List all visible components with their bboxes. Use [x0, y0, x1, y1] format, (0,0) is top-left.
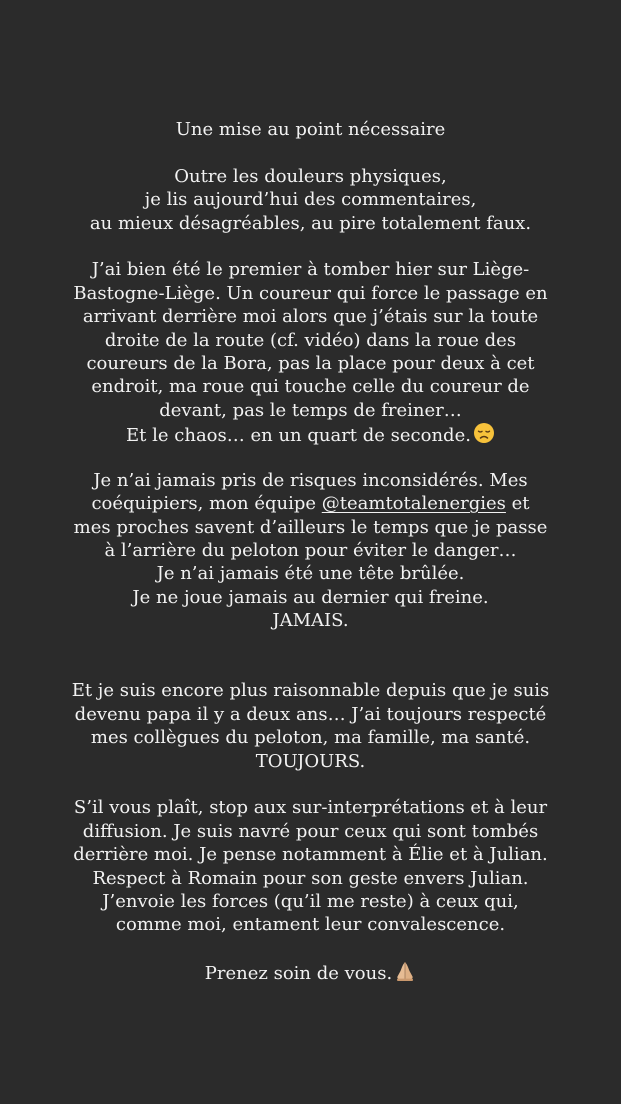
paragraph-4-line: TOUJOURS. [255, 750, 366, 772]
paragraph-2-line-text: Et le chaos… en un quart de seconde. [126, 425, 471, 447]
paragraph-2-line: devant, pas le temps de freiner… [159, 399, 462, 421]
story-text [0, 118, 621, 983]
paragraph-1-line: au mieux désagréables, au pire totalement faux. [89, 212, 532, 234]
paragraph-5-line: J’envoie les forces (qu’il me reste) à ceux qui, [102, 890, 519, 912]
paragraph-3-line: à l’arrière du peloton pour éviter le danger… [104, 540, 517, 562]
paragraph-2-last-line [0, 422, 621, 445]
paragraph-3-line: Je ne joue jamais au dernier qui freine. [132, 586, 489, 608]
paragraph-4-line: Et je suis encore plus raisonnable depuis que je suis [71, 680, 550, 702]
post-title: Une mise au point nécessaire [175, 119, 446, 140]
paragraph-3-mention-line [0, 492, 621, 515]
paragraph-5-line: Respect à Romain pour son geste envers Julian. [92, 867, 529, 889]
paragraph-5-line: diffusion. Je suis navré pour ceux qui sont tombés [82, 820, 539, 842]
paragraph-2-line: arrivant derrière moi alors que j’étais sur la toute [82, 306, 539, 328]
paragraph-2-line: droite de la route (cf. vidéo) dans la roue des [104, 329, 517, 351]
disappointed-face-icon [473, 422, 495, 450]
paragraph-3-text: coéquipiers, mon équipe [91, 493, 322, 515]
paragraph-3-line: Je n’ai jamais pris de risques inconsidérés. Mes [93, 469, 528, 491]
paragraph-2-line: Bastogne-Liège. Un coureur qui force le passage en [73, 282, 548, 304]
paragraph-3-line: Je n’ai jamais été une tête brûlée. [156, 563, 465, 585]
paragraph-5-line: S’il vous plaît, stop aux sur-interprétations et à leur [73, 797, 548, 819]
folded-hands-icon [394, 960, 416, 988]
paragraph-3-line: JAMAIS. [272, 610, 349, 632]
paragraph-3-text: et [505, 493, 530, 515]
paragraph-1-line: je lis aujourd’hui des commentaires, [144, 189, 477, 211]
paragraph-2-line: coureurs de la Bora, pas la place pour deux à cet [86, 352, 535, 374]
paragraph-2-line: J’ai bien été le premier à tomber hier sur Liège- [91, 259, 530, 281]
paragraph-5-line: comme moi, entament leur convalescence. [115, 914, 506, 936]
closing-line [0, 960, 621, 983]
mention-link-teamtotalenergies[interactable]: @teamtotalenergies [321, 493, 506, 515]
paragraph-1-line: Outre les douleurs physiques, [174, 165, 447, 187]
paragraph-2-line: endroit, ma roue qui touche celle du coureur de [91, 376, 530, 398]
paragraph-3-line: mes proches savent d’ailleurs le temps que je passe [73, 516, 548, 538]
paragraph-5-line: derrière moi. Je pense notamment à Élie et à Julian. [73, 844, 548, 866]
paragraph-4-line: mes collègues du peloton, ma famille, ma santé. [90, 727, 531, 749]
paragraph-4-line: devenu papa il y a deux ans… J’ai toujours respecté [74, 703, 547, 725]
closing-text: Prenez soin de vous. [204, 963, 393, 985]
